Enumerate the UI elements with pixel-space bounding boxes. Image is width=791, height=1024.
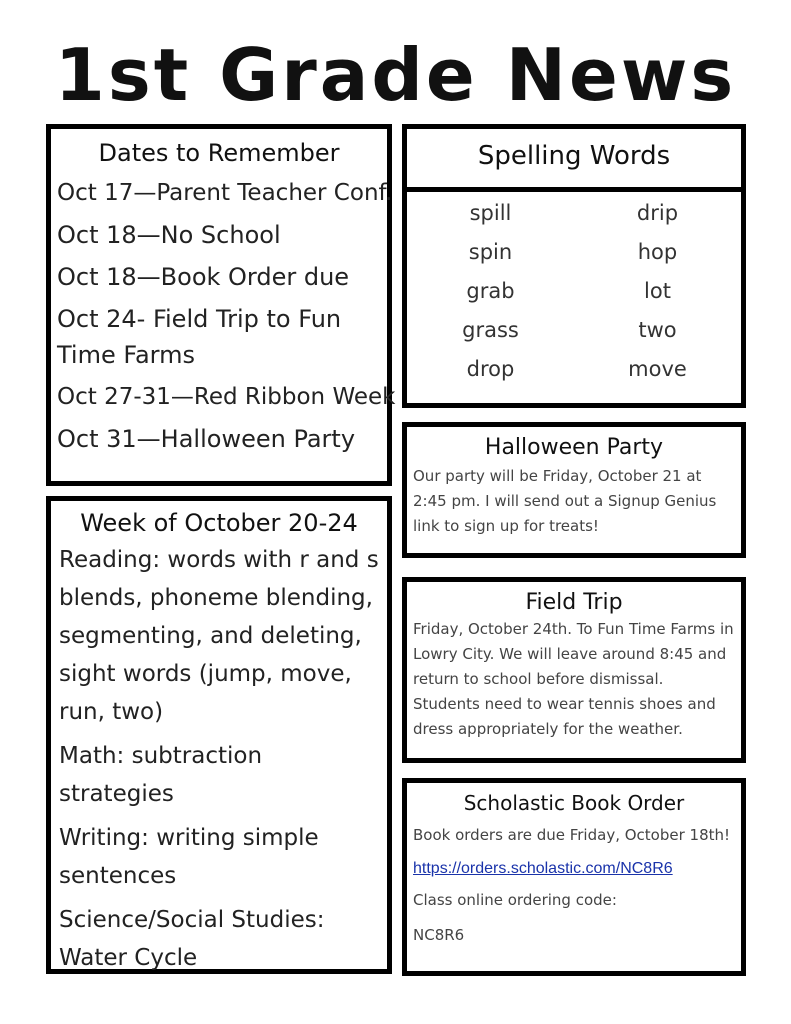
book-order-due-text: Book orders are due Friday, October 18th! [413, 826, 731, 844]
spelling-word: grab [466, 279, 515, 303]
spelling-heading: Spelling Words [477, 141, 671, 171]
date-item: Oct 18—No School [57, 221, 281, 249]
dates-list [51, 175, 396, 457]
book-order-link[interactable]: https://orders.scholastic.com/NC8R6 [413, 860, 673, 877]
spelling-word-grid [407, 192, 741, 384]
spelling-word: drop [466, 357, 515, 381]
spelling-word: lot [644, 279, 671, 303]
date-item: Oct 27-31—Red Ribbon Week [57, 384, 396, 410]
math-text: subtraction strategies [59, 743, 263, 807]
spelling-word: spill [469, 201, 512, 225]
date-item: Oct 17—Parent Teacher Conf. [57, 180, 393, 206]
science-section [51, 901, 387, 977]
book-order-code-label: Class online ordering code: [413, 891, 617, 909]
week-box [46, 496, 392, 974]
writing-text: writing simple sentences [59, 825, 319, 889]
spelling-word: spin [468, 240, 513, 264]
math-section [51, 737, 387, 813]
dates-heading: Dates to Remember [98, 139, 340, 167]
spelling-word: two [638, 318, 677, 342]
reading-section [51, 541, 387, 731]
date-item: Oct 31—Halloween Party [57, 425, 356, 453]
reading-label: Reading: [59, 547, 161, 573]
halloween-box [402, 422, 746, 558]
spelling-word: move [628, 357, 687, 381]
dates-box [46, 124, 396, 486]
field-trip-box [402, 577, 746, 763]
book-order-code: NC8R6 [413, 926, 465, 944]
field-trip-heading: Field Trip [525, 590, 623, 615]
date-item: Oct 18—Book Order due [57, 263, 350, 291]
spelling-word: hop [637, 240, 678, 264]
spelling-box [402, 124, 746, 408]
math-label: Math: [59, 743, 125, 769]
halloween-heading: Halloween Party [484, 435, 664, 460]
date-item: Oct 24- Field Trip to Fun Time Farms [57, 305, 342, 369]
book-order-heading: Scholastic Book Order [463, 791, 685, 815]
writing-label: Writing: [59, 825, 149, 851]
book-order-box [402, 778, 746, 976]
spelling-word: grass [462, 318, 519, 342]
field-trip-body: Friday, October 24th. To Fun Time Farms in Lowry City. We will leave around 8:45 and return to school before dismissal. Students need to wear tennis shoes and dress appropriately for the weather. [413, 620, 734, 738]
newsletter-title: 1st Grade News [54, 33, 737, 117]
science-label: Science/Social Studies: [59, 907, 325, 933]
writing-section [51, 819, 387, 895]
science-text: Water Cycle [59, 945, 198, 971]
reading-text: words with r and s blends, phoneme blending, segmenting, and deleting, sight words (jump, move, run, two) [59, 547, 379, 725]
week-heading: Week of October 20-24 [80, 509, 358, 537]
halloween-body: Our party will be Friday, October 21 at 2:45 pm. I will send out a Signup Genius link to sign up for treats! [413, 467, 717, 535]
book-order-link-row [407, 858, 741, 878]
spelling-word: drip [636, 201, 679, 225]
